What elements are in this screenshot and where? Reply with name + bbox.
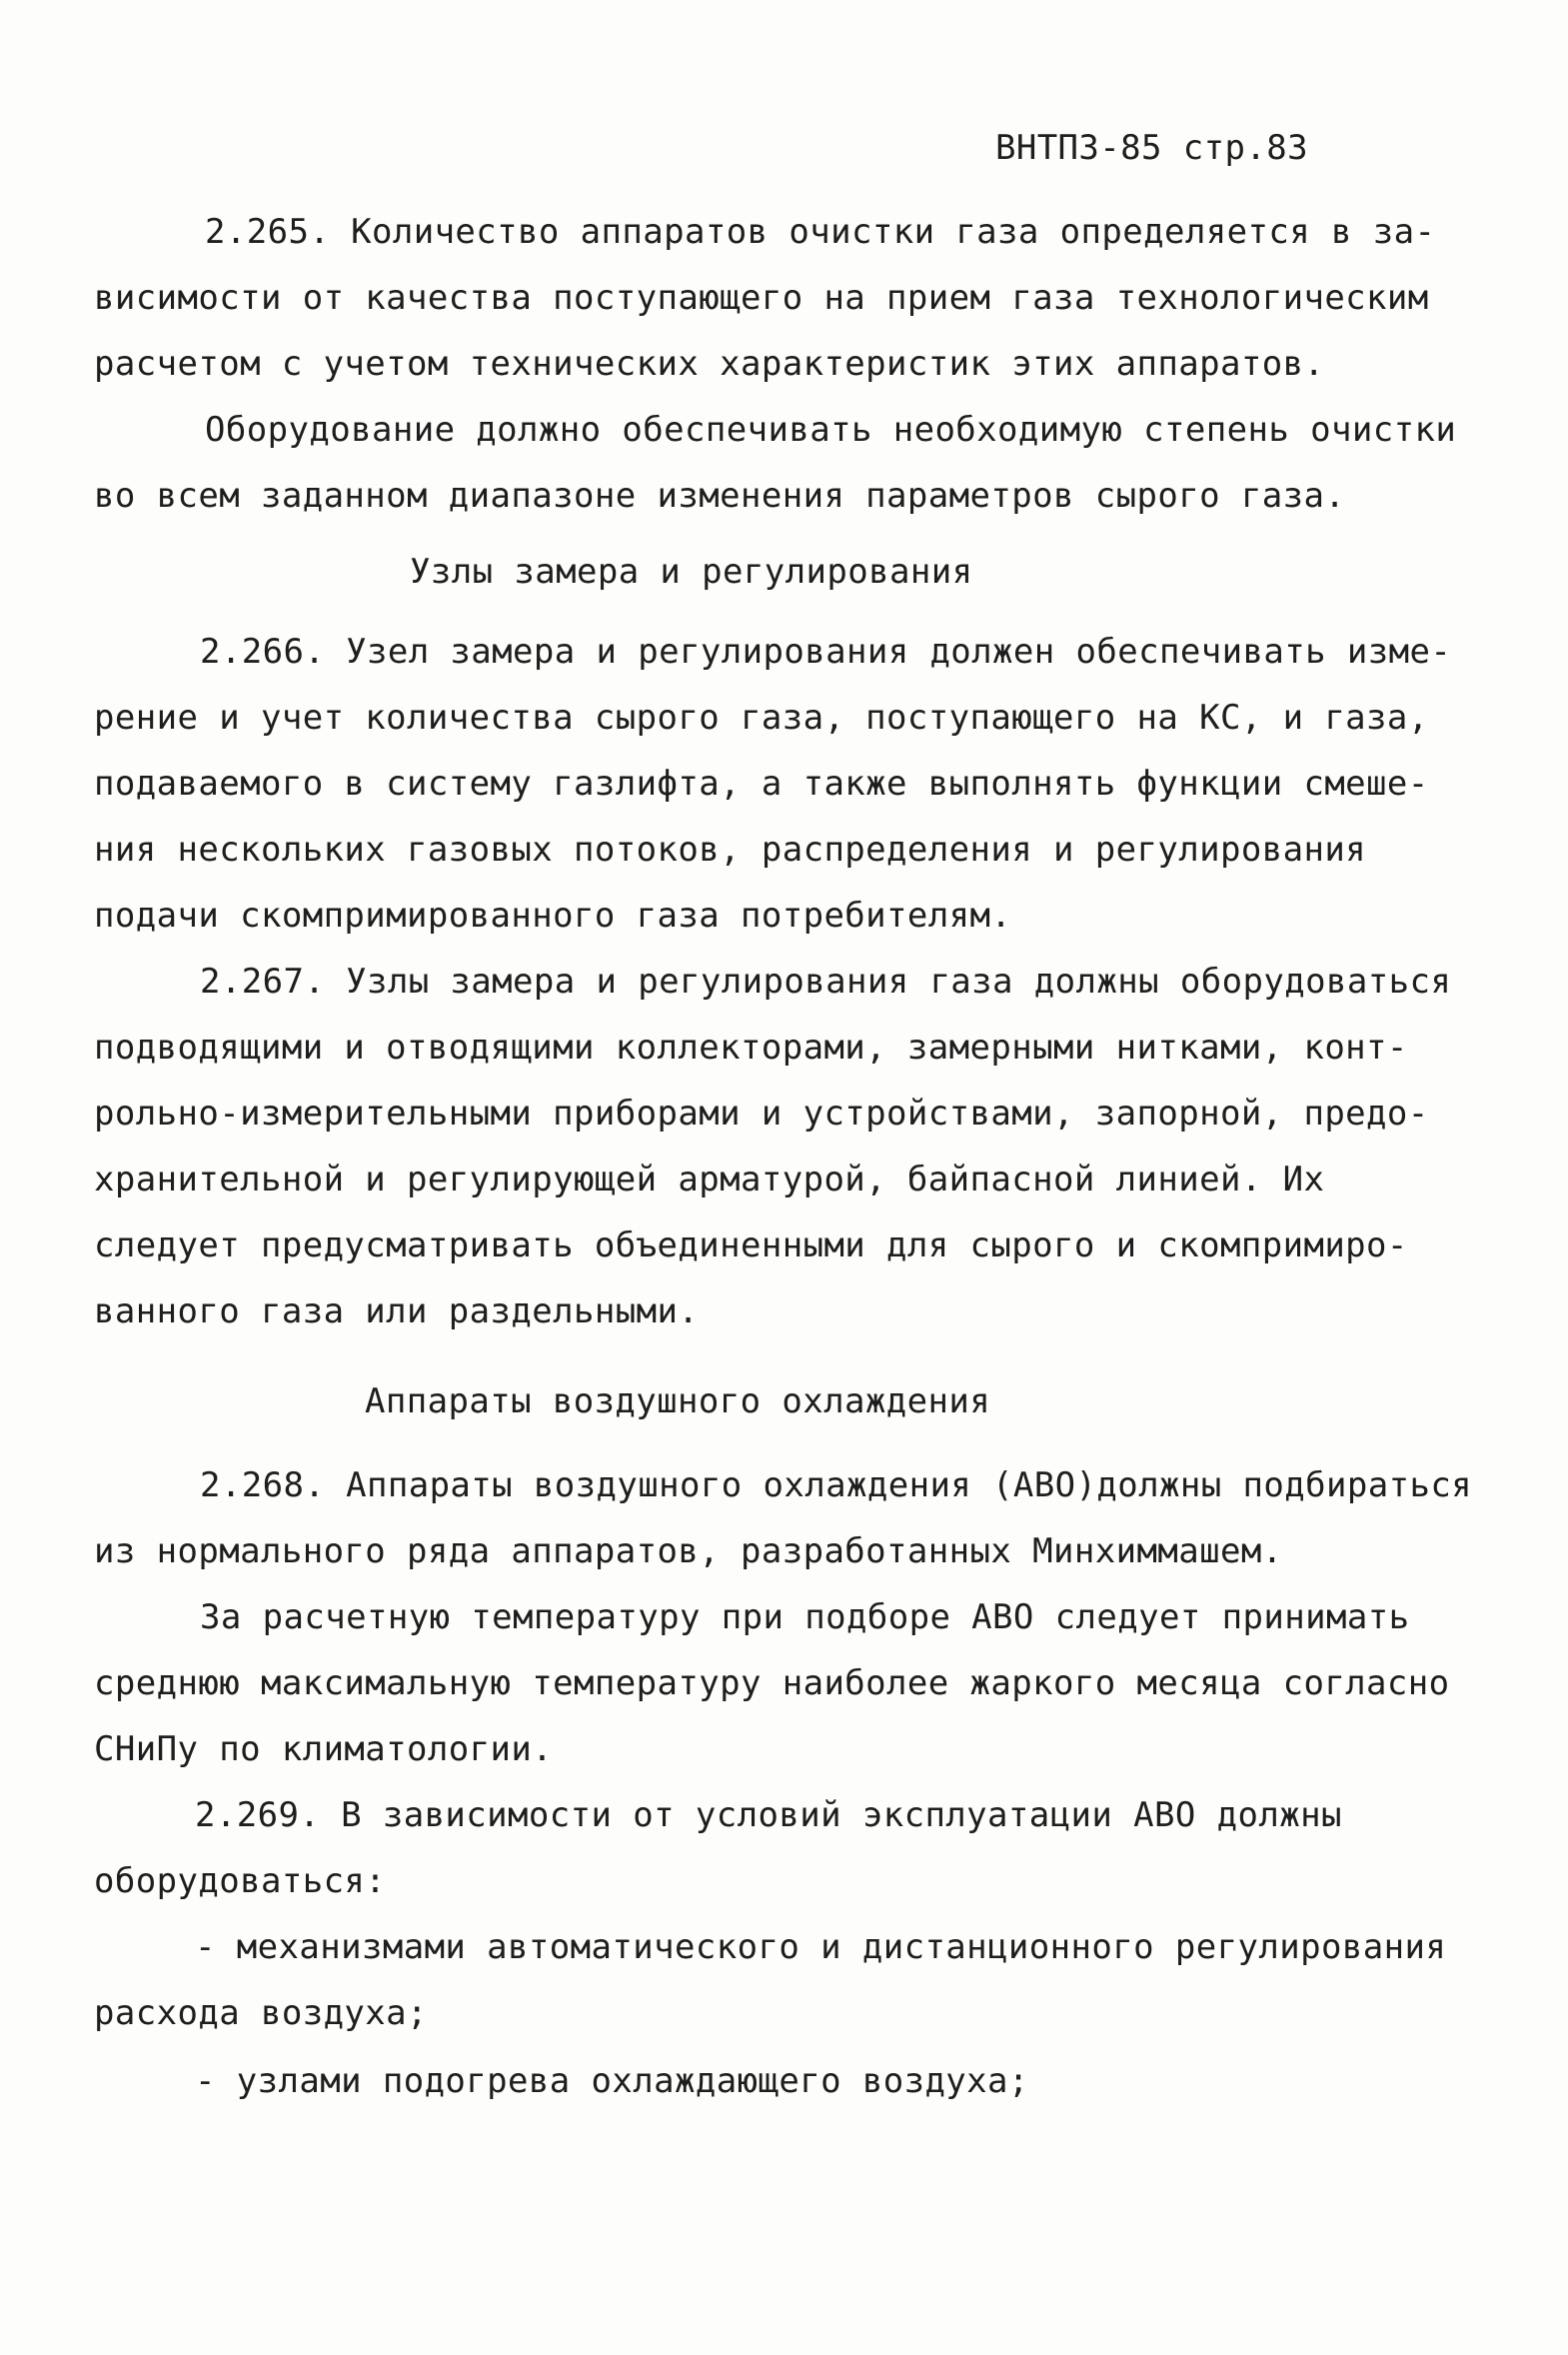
section-heading: Аппараты воздушного охлаждения: [365, 1381, 991, 1421]
text-line: среднюю максимальную температуру наиболее жаркого месяца согласно: [94, 1663, 1450, 1703]
text-line: 2.268. Аппараты воздушного охлаждения (АВО)должны подбираться: [200, 1465, 1473, 1505]
list-item: - узлами подогрева охлаждающего воздуха;: [195, 2061, 1029, 2101]
text-line: расчетом с учетом технических характеристик этих аппаратов.: [94, 344, 1325, 384]
section-heading: Узлы замера и регулирования: [410, 552, 973, 592]
text-line: оборудоваться:: [94, 1861, 387, 1901]
text-line: во всем заданном диапазоне изменения параметров сырого газа.: [94, 476, 1346, 516]
text-line: из нормального ряда аппаратов, разработанных Минхиммашем.: [94, 1531, 1283, 1571]
text-line: 2.269. В зависимости от условий эксплуатации АВО должны: [195, 1795, 1342, 1835]
text-line: висимости от качества поступающего на прием газа технологическим: [94, 278, 1429, 318]
text-line: За расчетную температуру при подборе АВО следует принимать: [200, 1597, 1410, 1637]
text-line: 2.266. Узел замера и регулирования должен обеспечивать изме-: [200, 632, 1452, 672]
text-line: рение и учет количества сырого газа, поступающего на КС, и газа,: [94, 698, 1429, 738]
text-line: ванного газа или раздельными.: [94, 1291, 700, 1331]
running-header: ВНТП3-85 стр.83: [994, 128, 1308, 168]
list-item: - механизмами автоматического и дистанционного регулирования: [195, 1927, 1447, 1967]
text-line: СНиПу по климатологии.: [94, 1729, 554, 1769]
text-line: хранительной и регулирующей арматурой, байпасной линией. Их: [94, 1160, 1325, 1199]
text-line: подачи скомпримированного газа потребителям.: [94, 896, 1012, 936]
text-line: следует предусматривать объединенными для сырого и скомпримиро-: [94, 1225, 1408, 1265]
text-line: Оборудование должно обеспечивать необходимую степень очистки: [205, 410, 1457, 450]
text-line: подаваемого в систему газлифта, а также выполнять функции смеше-: [94, 764, 1429, 804]
text-line: ния нескольких газовых потоков, распределения и регулирования: [94, 830, 1367, 870]
text-line: рольно-измерительными приборами и устройствами, запорной, предо-: [94, 1094, 1429, 1134]
text-line: 2.267. Узлы замера и регулирования газа должны оборудоваться: [200, 962, 1452, 1002]
list-item-continuation: расхода воздуха;: [94, 1993, 428, 2033]
text-line: подводящими и отводящими коллекторами, замерными нитками, конт-: [94, 1028, 1408, 1068]
text-line: 2.265. Количество аппаратов очистки газа определяется в за-: [205, 212, 1436, 252]
